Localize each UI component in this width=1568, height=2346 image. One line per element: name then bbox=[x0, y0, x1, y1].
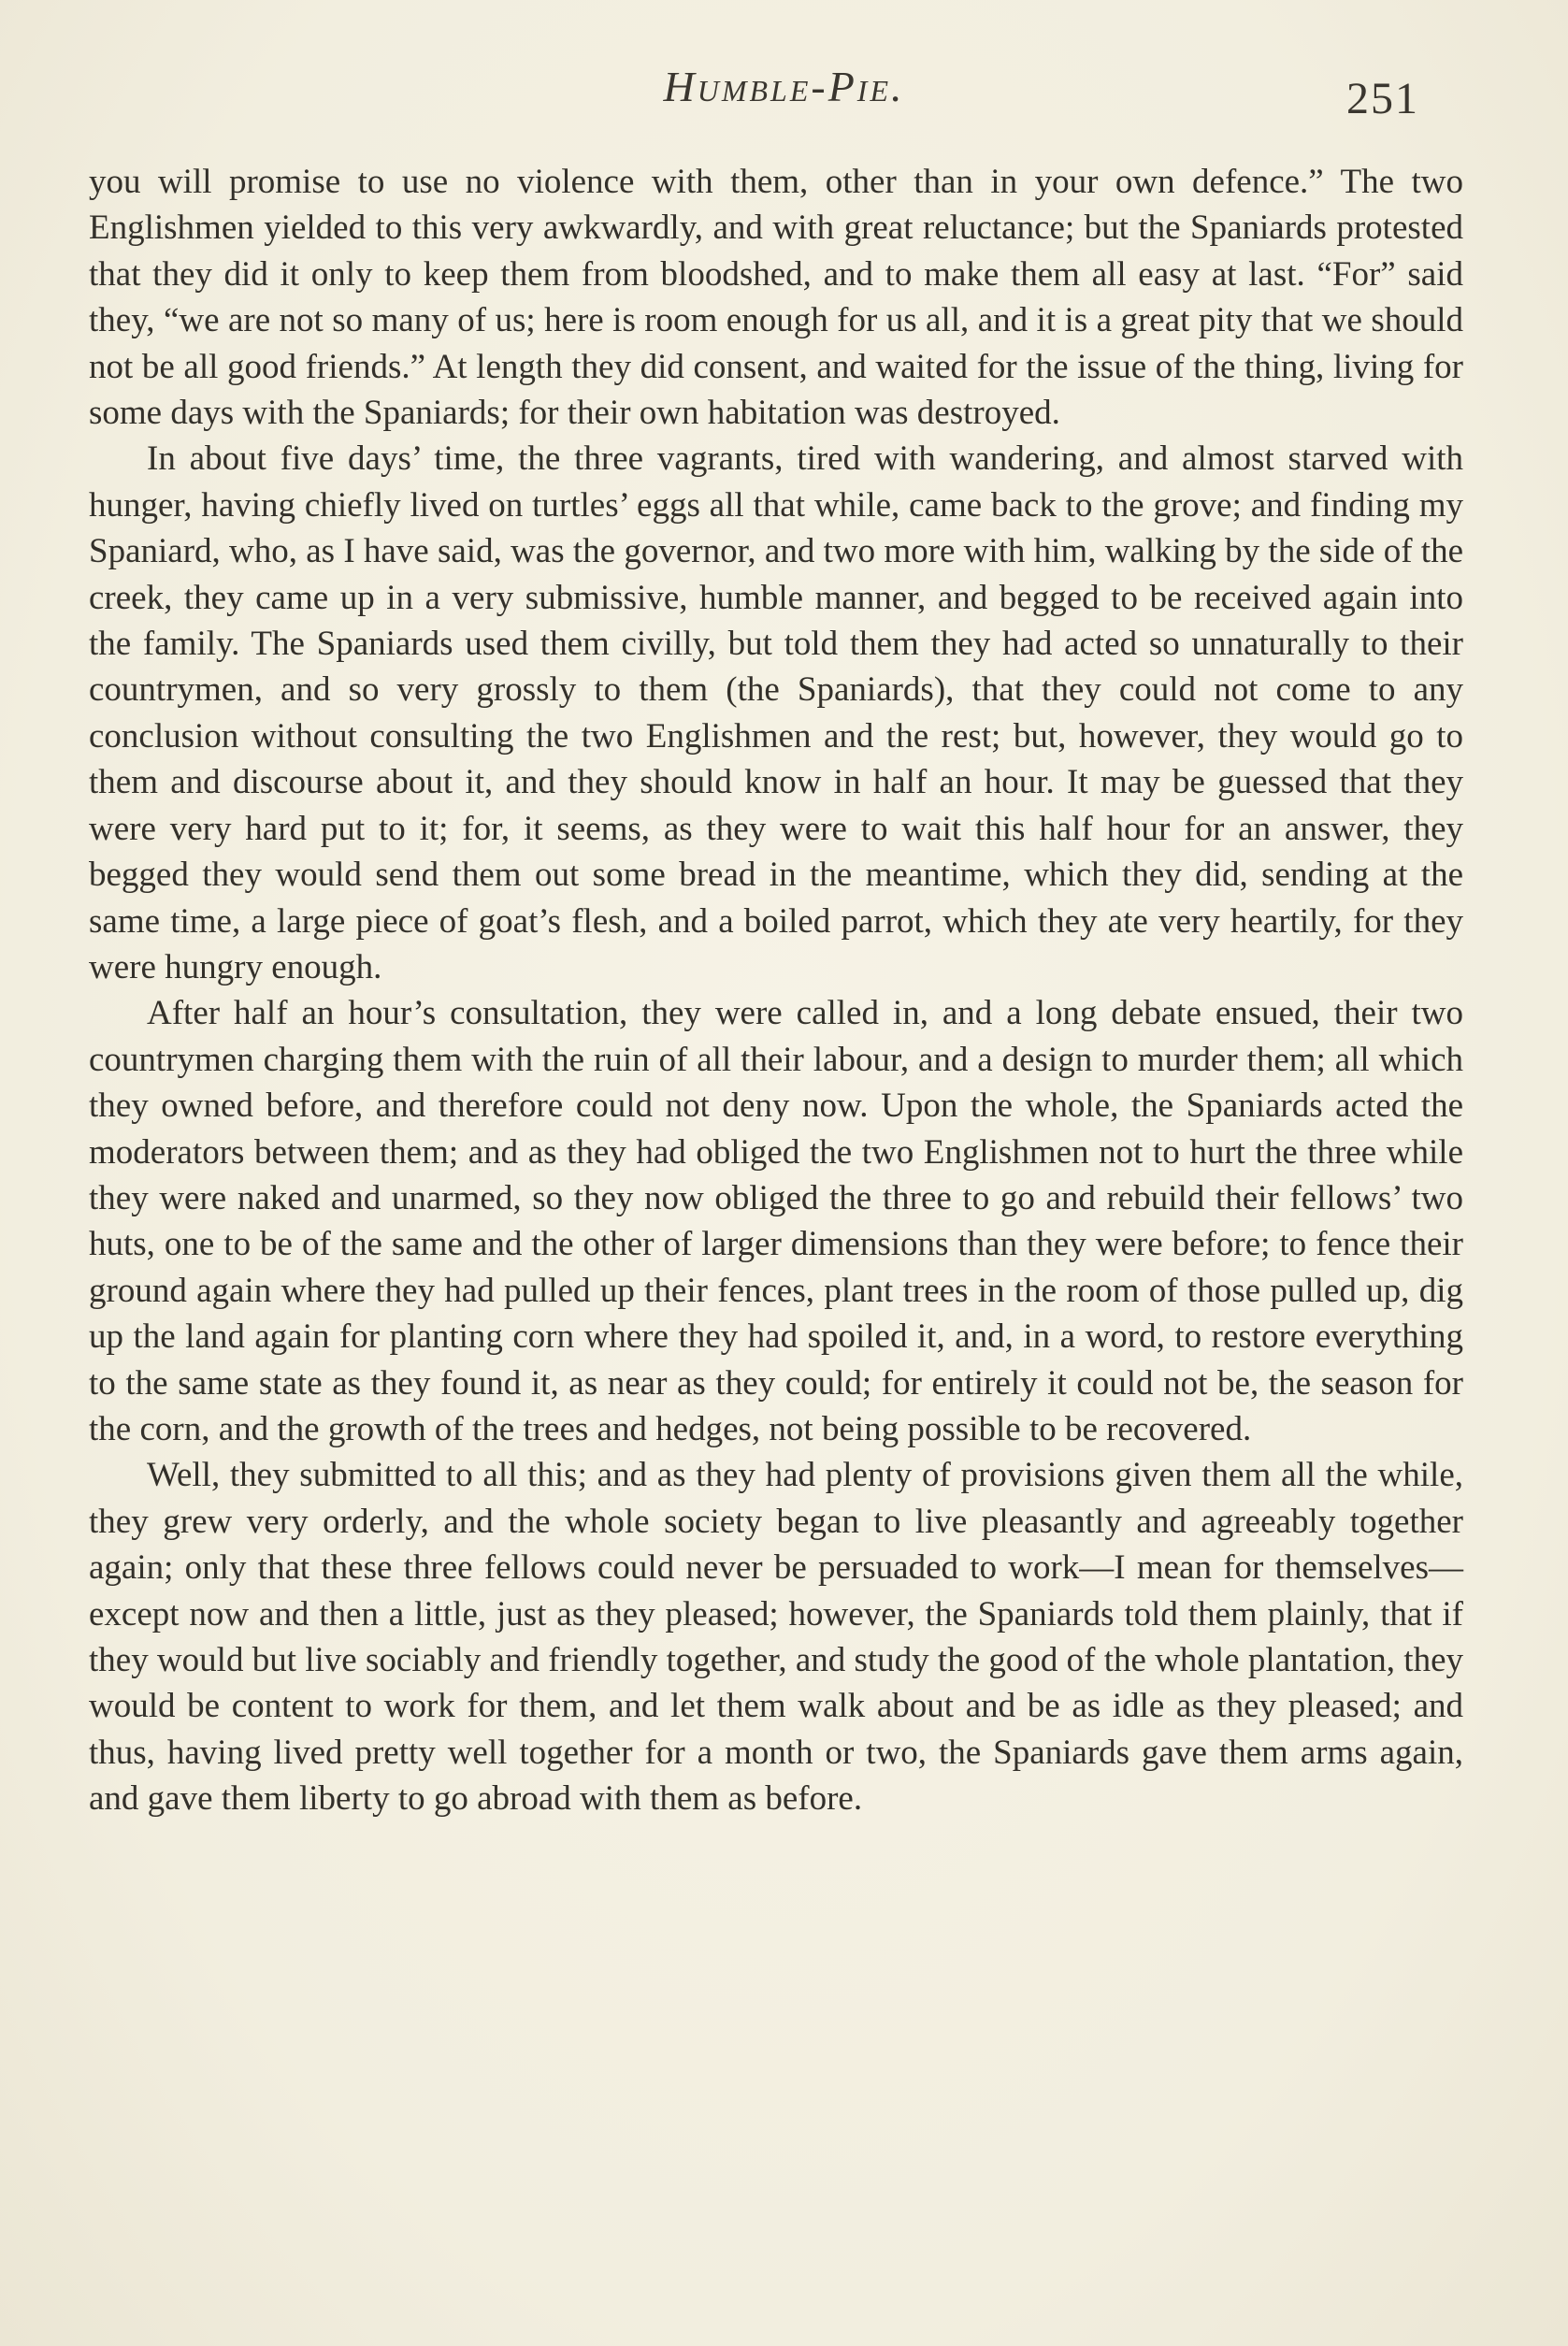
paragraph: Well, they submitted to all this; and as they had plenty of provisions given them all the while, they grew very orderly, and the whole society began to live pleasantly and agreeably together again; only that these three fellows could never be persuaded to work—I mean for themselves—except now and then a little, just as they pleased; however, the Spaniards told them plainly, that if they would but live sociably and friendly together, and study the good of the whole plantation, they would be content to work for them, and let them walk about and be as idle as they pleased; and thus, having lived pretty well together for a month or two, the Spaniards gave them arms again, and gave them liberty to go abroad with them as before. bbox=[89, 1456, 1463, 1819]
running-title: Humble-Pie. bbox=[663, 63, 905, 110]
paragraph: After half an hour’s consultation, they were called in, and a long debate ensued, their two countrymen charging them with the ruin of all their labour, and a design to murder them; all which they owned before, and therefore could not deny now. Upon the whole, the Spaniards acted the moderators between them; and as they had obliged the two Englishmen not to hurt the three while they were naked and unarmed, so they now obliged the three to go and rebuild their fellows’ two huts, one to be of the same and the other of larger dimensions than they were before; to fence their ground again where they had pulled up their fences, plant trees in the room of those pulled up, dig up the land again for planting corn where they had spoiled it, and, in a word, to restore everything to the same state as they found it, as near as they could; for entirely it could not be, the season for the corn, and the growth of the trees and hedges, not being possible to be recovered. bbox=[89, 994, 1463, 1448]
page-number: 251 bbox=[1346, 74, 1419, 123]
body-text bbox=[89, 159, 1463, 1822]
paragraph: In about five days’ time, the three vagrants, tired with wandering, and almost starved with hunger, having chiefly lived on turtles’ eggs all that while, came back to the grove; and finding my Spaniard, who, as I have said, was the governor, and two more with him, walking by the side of the creek, they came up in a very submissive, humble manner, and begged to be received again into the family. The Spaniards used them civilly, but told them they had acted so unnaturally to their countrymen, and so very grossly to them (the Spaniards), that they could not come to any conclusion without consulting the two Englishmen and the rest; but, however, they would go to them and discourse about it, and they should know in half an hour. It may be guessed that they were very hard put to it; for, it seems, as they were to wait this half hour for an answer, they begged they would send them out some bread in the meantime, which they did, sending at the same time, a large piece of goat’s flesh, and a boiled parrot, which they ate very heartily, for they were hungry enough. bbox=[89, 439, 1463, 986]
paragraph-continued: you will promise to use no violence with them, other than in your own defence.” The two Englishmen yielded to this very awkwardly, and with great reluctance; but the Spaniards protested that they did it only to keep them from bloodshed, and to make them all easy at last. “For” said they, “we are not so many of us; here is room enough for us all, and it is a great pity that we should not be all good friends.” At length they did consent, and waited for the issue of the thing, living for some days with the Spaniards; for their own habitation was destroyed. bbox=[89, 163, 1463, 433]
